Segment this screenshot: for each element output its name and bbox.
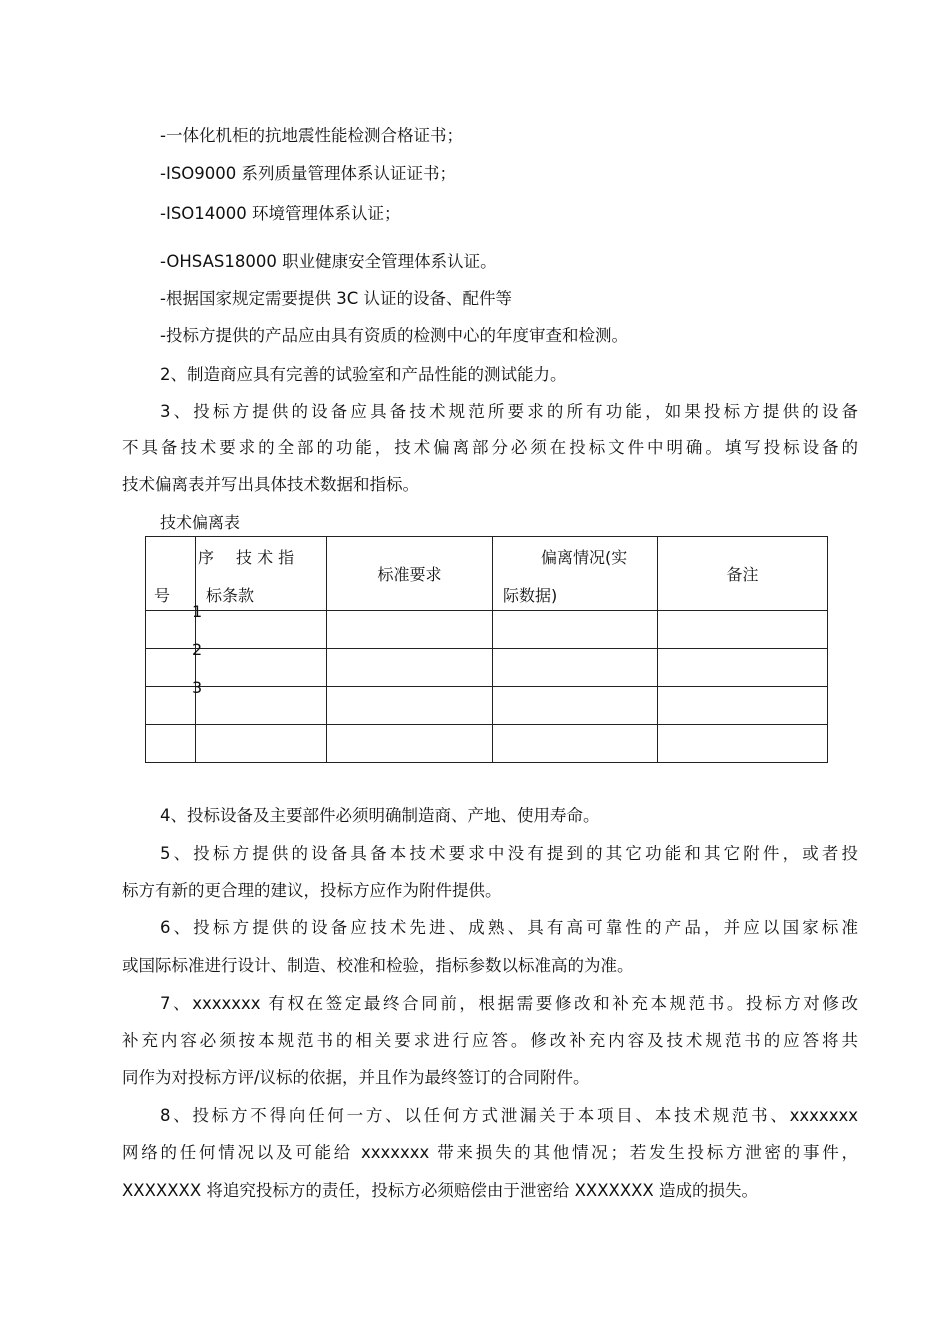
paragraph-line: 6、投标方提供的设备应技术先进、成熟、具有高可靠性的产品，并应以国家标准 — [160, 918, 858, 937]
paragraph-line: 网络的任何情况以及可能给 xxxxxxx 带来损失的其他情况；若发生投标方泄密的事件， — [122, 1143, 858, 1162]
header-deviation — [493, 537, 658, 611]
table-cell-index — [192, 640, 327, 687]
table-cell-index — [192, 602, 327, 649]
table-cell — [146, 687, 196, 725]
header-deviation-top: 偏离情况(实 — [541, 548, 628, 567]
table-cell — [658, 649, 828, 687]
table-cell-index — [192, 678, 327, 725]
table-row — [146, 725, 828, 763]
table-row — [146, 687, 828, 725]
header-clause-top: 技 术 指 — [236, 548, 295, 567]
paragraph-line: 8、投标方不得向任何一方、以任何方式泄漏关于本项目、本技术规范书、xxxxxxx — [160, 1106, 858, 1125]
paragraph-4: 4、投标设备及主要部件必须明确制造商、产地、使用寿命。 — [160, 806, 600, 825]
bullet-item: -ISO9000 系列质量管理体系认证证书； — [160, 164, 457, 183]
table-cell — [658, 725, 828, 763]
row-number: 3 — [192, 678, 203, 697]
header-standard: 标准要求 — [327, 537, 493, 611]
bullet-item: -ISO14000 环境管理体系认证； — [160, 204, 401, 223]
table-row — [146, 611, 828, 649]
paragraph-line: 或国际标准进行设计、制造、校准和检验，指标参数以标准高的为准。 — [122, 956, 634, 975]
paragraph-line: 7、xxxxxxx 有权在签定最终合同前，根据需要修改和补充本规范书。投标方对修改 — [160, 994, 858, 1013]
header-seq-bottom: 号 — [154, 586, 171, 605]
header-deviation-bottom: 际数据) — [503, 586, 558, 605]
paragraph-line: XXXXXXX 将追究投标方的责任，投标方必须赔偿由于泄密给 XXXXXXX 造成的损失。 — [122, 1181, 758, 1200]
paragraph-line: 3、投标方提供的设备应具备技术规范所要求的所有功能，如果投标方提供的设备 — [160, 402, 858, 421]
paragraph-line: 标方有新的更合理的建议，投标方应作为附件提供。 — [122, 881, 502, 900]
header-seq-top: 序 — [198, 548, 215, 567]
table-cell-index — [196, 725, 327, 763]
bullet-item: -一体化机柜的抗地震性能检测合格证书； — [160, 126, 463, 145]
paragraph-line: 5、投标方提供的设备具备本技术要求中没有提到的其它功能和其它附件，或者投 — [160, 844, 858, 863]
table-cell — [658, 687, 828, 725]
bullet-item: -投标方提供的产品应由具有资质的检测中心的年度审查和检测。 — [160, 326, 628, 345]
table-caption: 技术偏离表 — [160, 513, 241, 532]
table-cell — [146, 649, 196, 687]
table-cell — [493, 725, 658, 763]
row-number: 2 — [192, 640, 203, 659]
table-cell — [146, 725, 196, 763]
row-number: 1 — [192, 602, 203, 621]
header-clause-bottom: 标条款 — [206, 586, 255, 605]
bullet-item: -根据国家规定需要提供 3C 认证的设备、配件等 — [160, 289, 512, 308]
bullet-item: -OHSAS18000 职业健康安全管理体系认证。 — [160, 252, 497, 271]
paragraph-line: 补充内容必须按本规范书的相关要求进行应答。修改补充内容及技术规范书的应答将共 — [122, 1031, 858, 1050]
table-cell — [146, 611, 196, 649]
header-clause — [196, 537, 327, 611]
table-cell — [327, 687, 493, 725]
deviation-table — [145, 536, 828, 763]
table-cell — [493, 649, 658, 687]
table-row — [146, 649, 828, 687]
table-cell — [493, 611, 658, 649]
table-cell — [327, 611, 493, 649]
table-cell — [658, 611, 828, 649]
table-cell — [327, 649, 493, 687]
paragraph-line: 同作为对投标方评/议标的依据，并且作为最终签订的合同附件。 — [122, 1068, 590, 1087]
paragraph-line: 不具备技术要求的全部的功能，技术偏离部分必须在投标文件中明确。填写投标设备的 — [122, 438, 858, 457]
paragraph-2: 2、制造商应具有完善的试验室和产品性能的测试能力。 — [160, 365, 567, 384]
table-header-row — [146, 537, 828, 611]
header-seq — [146, 537, 215, 611]
table-cell — [327, 725, 493, 763]
paragraph-line: 技术偏离表并写出具体技术数据和指标。 — [122, 475, 419, 494]
header-remark: 备注 — [658, 537, 828, 611]
table-cell — [493, 687, 658, 725]
